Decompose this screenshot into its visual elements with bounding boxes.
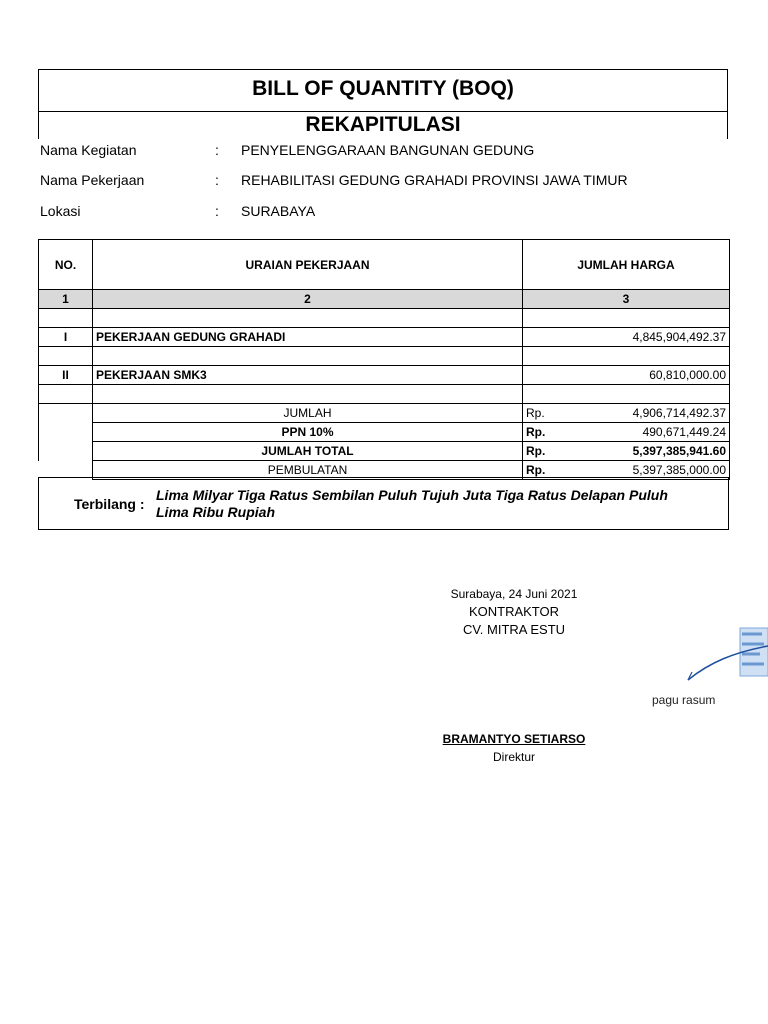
currency: Rp. — [526, 463, 546, 477]
info-label-lokasi: Lokasi — [40, 203, 81, 219]
info-label-kegiatan: Nama Kegiatan — [40, 142, 137, 158]
summary-label: PEMBULATAN — [93, 461, 523, 480]
index-price: 3 — [523, 290, 730, 309]
summary-row-total — [39, 442, 730, 461]
summary-amount: 4,906,714,492.37 — [632, 406, 726, 420]
info-colon: : — [215, 142, 219, 158]
table-index-row — [39, 290, 730, 309]
signature-position: Direktur — [492, 750, 535, 764]
info-colon: : — [215, 172, 219, 188]
index-no: 1 — [39, 290, 93, 309]
item-no: I — [39, 328, 93, 347]
title-divider — [38, 111, 728, 112]
item-desc: PEKERJAAN GEDUNG GRAHADI — [93, 328, 523, 347]
info-value-lokasi: SURABAYA — [241, 203, 316, 219]
summary-row-jumlah — [39, 404, 730, 423]
info-value-kegiatan: PENYELENGGARAAN BANGUNAN GEDUNG — [241, 142, 535, 158]
table-row-blank — [39, 385, 730, 404]
currency: Rp. — [526, 444, 546, 458]
table-row — [39, 366, 730, 385]
summary-amount: 5,397,385,000.00 — [632, 463, 726, 477]
summary-amount: 490,671,449.24 — [642, 425, 726, 439]
table-header-row — [39, 240, 730, 290]
terbilang-line: Lima Milyar Tiga Ratus Sembilan Puluh Tujuh Juta Tiga Ratus Delapan Puluh — [156, 487, 668, 503]
summary-amount: 5,397,385,941.60 — [632, 444, 726, 458]
header-desc: URAIAN PEKERJAAN — [93, 240, 523, 290]
table-row-blank — [39, 309, 730, 328]
summary-label: PPN 10% — [93, 423, 523, 442]
document-subtitle: REKAPITULASI — [305, 113, 461, 136]
currency: Rp. — [526, 425, 546, 439]
info-label-pekerjaan: Nama Pekerjaan — [40, 172, 145, 188]
item-price: 60,810,000.00 — [523, 366, 730, 385]
item-desc: PEKERJAAN SMK3 — [93, 366, 523, 385]
signature-company: CV. MITRA ESTU — [462, 622, 566, 637]
item-price: 4,845,904,492.37 — [523, 328, 730, 347]
currency: Rp. — [526, 406, 545, 420]
terbilang-line: Lima Ribu Rupiah — [156, 504, 275, 520]
signature-name: BRAMANTYO SETIARSO — [442, 732, 586, 746]
header-price: JUMLAH HARGA — [523, 240, 730, 290]
summary-row-ppn — [39, 423, 730, 442]
terbilang-label: Terbilang : — [74, 496, 145, 512]
header-no: NO. — [39, 240, 93, 290]
summary-label: JUMLAH TOTAL — [93, 442, 523, 461]
signature-place-date: Surabaya, 24 Juni 2021 — [450, 587, 578, 601]
terbilang-text — [156, 487, 716, 521]
info-value-pekerjaan: REHABILITASI GEDUNG GRAHADI PROVINSI JAWA TIMUR — [241, 172, 628, 188]
table-row-blank — [39, 347, 730, 366]
summary-label: JUMLAH — [93, 404, 523, 423]
signature-note: pagu rasum — [652, 693, 716, 707]
info-colon: : — [215, 203, 219, 219]
table-row — [39, 328, 730, 347]
index-desc: 2 — [93, 290, 523, 309]
document-title: BILL OF QUANTITY (BOQ) — [252, 77, 514, 100]
item-no: II — [39, 366, 93, 385]
boq-table — [38, 239, 730, 480]
signature-role: KONTRAKTOR — [468, 604, 560, 619]
